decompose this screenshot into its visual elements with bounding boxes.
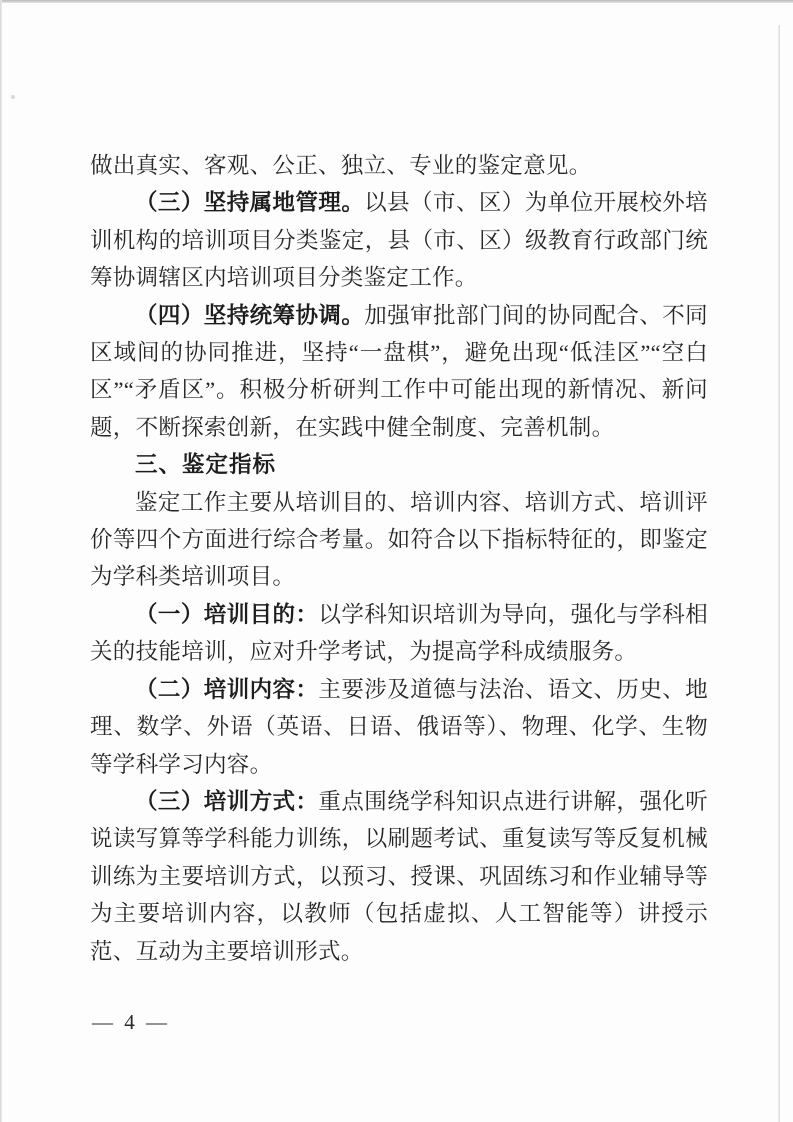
scan-edge-right [778,25,780,1122]
scan-edge-top [0,0,793,3]
paragraph [90,147,708,184]
paragraph [90,596,708,671]
text-segment: 做出真实、客观、公正、独立、专业的鉴定意见。 [90,153,592,178]
text-segment: 主要涉及道德与法治、语文、历史、地理、数学、外语（英语、日语、俄语等）、物理、化学、生物等学科学习内容。 [90,676,708,777]
scan-edge-left [0,0,2,1122]
run-in-heading: （四）坚持统筹协调。 [135,302,365,328]
paragraph [90,297,708,447]
paragraph [90,671,708,783]
page-footer [92,1010,170,1035]
run-in-heading: 三、鉴定指标 [135,452,277,478]
page-number: — 4 — [92,1010,170,1034]
scan-speck [11,95,15,99]
text-segment: 以县（市、区）为单位开展校外培训机构的培训项目分类鉴定，县（市、区）级教育行政部门统筹协调辖区内培训项目分类鉴定工作。 [90,190,708,291]
paragraph [90,184,708,296]
run-in-heading: （一）培训目的： [135,601,319,627]
section-heading [90,446,708,483]
run-in-heading: （二）培训内容： [135,676,319,702]
paragraph [90,783,708,970]
document-body [90,147,708,970]
text-segment: 重点围绕学科知识点进行讲解，强化听说读写算等学科能力训练，以刷题考试、重复读写等反复机械训练为主要培训方式，以预习、授课、巩固练习和作业辅导等为主要培训内容，以教师（包括虚拟、人工智能等）讲授示范、互动为主要培训形式。 [90,788,708,964]
text-segment: 鉴定工作主要从培训目的、培训内容、培训方式、培训评价等四个方面进行综合考量。如符合以下指标特征的，即鉴定为学科类培训项目。 [90,489,708,590]
run-in-heading: （三）坚持属地管理。 [135,190,365,216]
text-segment: 加强审批部门间的协同配合、不同区域间的协同推进，坚持“一盘棋”，避免出现“低洼区”“空白区”“矛盾区”。积极分析研判工作中可能出现的新情况、新问题，不断探索创新，在实践中健全制度、完善机制。 [90,302,708,440]
paragraph [90,484,708,596]
run-in-heading: （三）培训方式： [135,788,319,814]
text-segment: 以学科知识培训为导向，强化与学科相关的技能培训，应对升学考试，为提高学科成绩服务。 [90,601,708,665]
